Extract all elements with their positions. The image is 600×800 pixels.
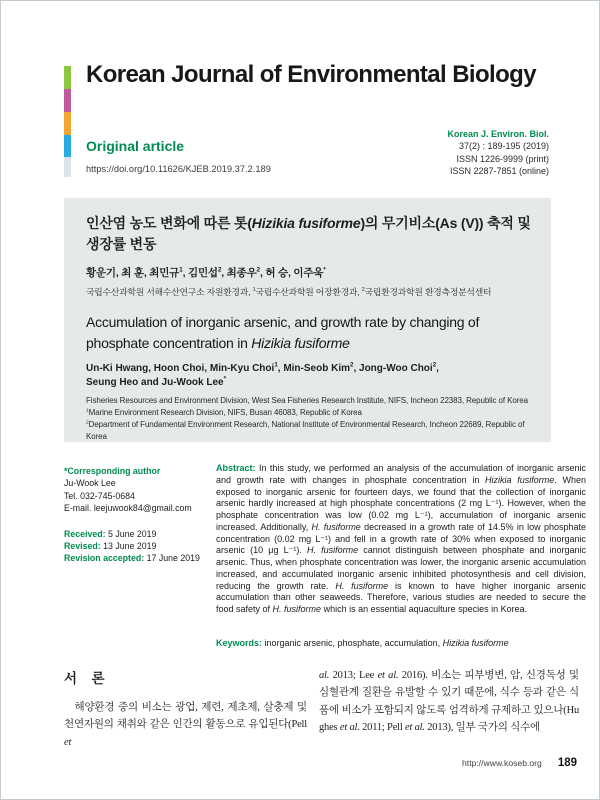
intro-left-column bbox=[64, 667, 307, 751]
english-title: Accumulation of inorganic arsenic, and growth rate by changing of phosphate concentration in Hizikia fusiforme bbox=[86, 314, 480, 351]
corresponding-author-email[interactable]: E-mail. leejuwook84@gmail.com bbox=[64, 503, 192, 514]
received-label: Received: bbox=[64, 528, 106, 539]
received-date: 5 June 2019 bbox=[105, 528, 157, 539]
keywords-line: Keywords: inorganic arsenic, phosphate, accumulation, Hizikia fusiforme bbox=[216, 638, 509, 648]
intro-right-column bbox=[319, 667, 579, 737]
revision-accepted-date: 17 June 2019 bbox=[144, 553, 200, 564]
korean-affiliation: 국립수산과학원 서해수산연구소 자원환경과, $^1$국립수산과학원 어장환경과, $^2$국립환경과학원 환경측정분석센터 bbox=[86, 287, 492, 297]
corresponding-author-tel: Tel. 032-745-0684 bbox=[64, 490, 135, 501]
affiliation-line: $^1$Marine Environment Research Division, NIFS, Busan 46083, Republic of Korea bbox=[86, 408, 362, 417]
colorbar-magenta-segment bbox=[64, 89, 71, 112]
corresponding-author-label: *Corresponding author bbox=[64, 466, 161, 476]
issn-print: ISSN 1226-9999 (print) bbox=[456, 153, 549, 164]
revised-date: 13 June 2019 bbox=[100, 541, 157, 552]
colorbar-blue-segment bbox=[64, 135, 71, 157]
publisher-url[interactable]: http://www.koseb.org bbox=[462, 758, 542, 768]
page-footer bbox=[462, 757, 577, 769]
title-box bbox=[64, 198, 551, 442]
spacer bbox=[64, 515, 212, 528]
accepted-line bbox=[64, 552, 212, 564]
revised-line bbox=[64, 540, 212, 552]
corresponding-author-name: Ju-Wook Lee bbox=[64, 478, 116, 489]
article-type-label: Original article bbox=[86, 138, 185, 154]
colorbar-pale-segment bbox=[64, 157, 71, 177]
doi-link[interactable]: https://doi.org/10.11626/KJEB.2019.37.2.189 bbox=[86, 164, 271, 174]
journal-abbrev: Korean J. Environ. Biol. bbox=[447, 129, 549, 139]
english-authors: Un-Ki Hwang, Hoon Choi, Min-Kyu Choi$^1$, Min-Seob Kim$^2$, Jong-Woo Choi$^2$, Seung Heo and Ju-Wook Lee* bbox=[86, 361, 439, 388]
introduction-heading: 서 론 bbox=[64, 671, 106, 686]
article-meta-column bbox=[64, 465, 212, 565]
affiliation-line: Fisheries Resources and Environment Division, West Sea Fisheries Research Institute, NIFS, Incheon 22383, Republic of Korea bbox=[86, 396, 528, 405]
issue-info: 37(2) : 189-195 (2019) bbox=[458, 141, 549, 152]
issn-online: ISSN 2287-7851 (online) bbox=[449, 166, 549, 177]
received-line bbox=[64, 528, 212, 540]
colorbar-green-segment bbox=[64, 66, 71, 89]
affiliation-line: $^2$Department of Fundamental Environment Research, National Institute of Environmental Research, Incheon 22689, Republic of Korea bbox=[86, 420, 525, 441]
journal-citation-block bbox=[447, 128, 549, 178]
page-number: 189 bbox=[557, 757, 577, 769]
english-affiliations bbox=[86, 395, 543, 442]
revised-label: Revised: bbox=[64, 541, 101, 552]
brand-colorbar bbox=[64, 66, 71, 177]
korean-title: 인산염 농도 변화에 따른 톳(Hizikia fusiforme)의 무기비소(As (V)) 축적 및 생장률 변동 bbox=[86, 215, 531, 252]
revision-accepted-label: Revision accepted: bbox=[64, 553, 145, 564]
intro-paragraph-left: 해양환경 중의 비소는 광업, 제련, 제초제, 살충제 및 천연자원의 채취와 같은 인간의 활동으로 유입된다(Pell et bbox=[64, 702, 307, 748]
colorbar-orange-segment bbox=[64, 112, 71, 135]
intro-paragraph-right: al. 2013; Lee et al. 2016). 비소는 피부병변, 암, 신경독성 및 심혈관계 질환을 유발할 수 있기 때문에, 식수 등과 같은 식품에 비소가 포함되지 않도록 엄격하게 규제하고 있으나(Hughes et al. 2011; Pell et al. 2013), 일부 국가의 식수에 bbox=[319, 670, 580, 734]
journal-title: Korean Journal of Environmental Biology bbox=[86, 61, 536, 88]
korean-authors: 황운기, 최 훈, 최민규$^1$, 김민섭$^2$, 최종우$^2$, 허 승, 이주욱* bbox=[86, 266, 326, 279]
abstract-text: Abstract: In this study, we performed an analysis of the accumulation of inorganic arsenic and growth rate with changes in phosphate concentration in Hizikia fusiforme. When exposed to inorganic arsenic for fourteen days, we found that the collection of inorganic arsenic hardly increased at high phosphate concentrations (2 mg L⁻¹). However, when the phosphate concentration was low (0.02 mg L⁻¹), accumulation of inorganic arsenic increased. Additionally, H. fusiforme decreased in a growth rate of 14.5% in low phosphate concentration (0.02 mg L⁻¹) and fell in a growth rate of 30% when exposed to inorganic arsenic (10 μg L⁻¹). H. fusiforme cannot distinguish between phosphate and inorganic arsenic. Thus, when phosphate concentration was lower, the inorganic arsenic accumulation increased, and accumulated inorganic arsenic inhibited photosynthesis and cell division, reducing the growth rate. H. fusiforme is known to have higher inorganic arsenic accumulation than other seaweeds. Therefore, various studies are needed to secure the food safety of H. fusiforme which is an essential aquaculture species in Korea. bbox=[216, 463, 587, 614]
